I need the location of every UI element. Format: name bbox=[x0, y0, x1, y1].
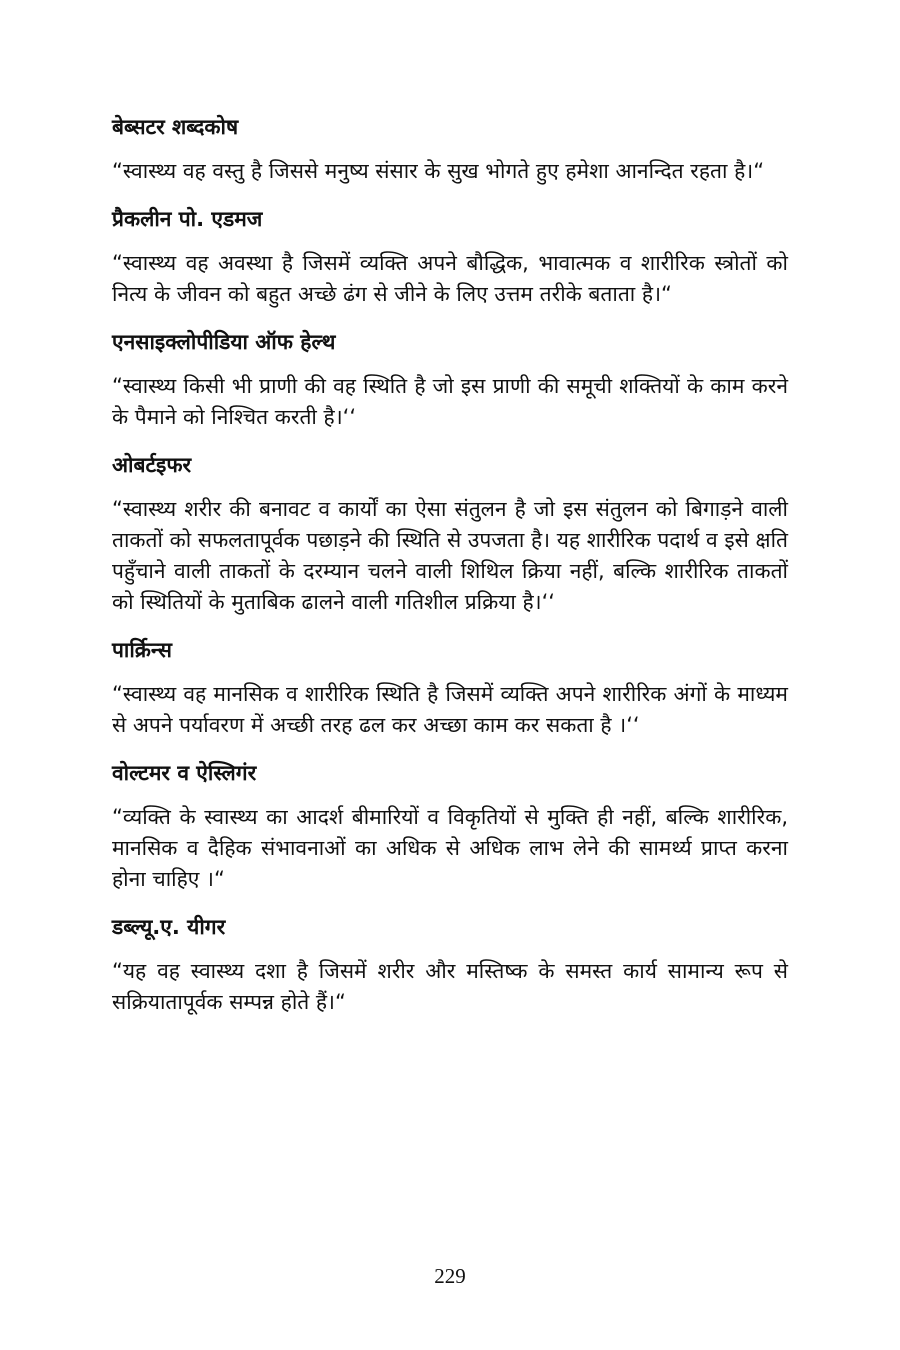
entry-quote: “व्यक्ति के स्वास्थ्य का आदर्श बीमारियों व विकृतियों से मुक्ति ही नहीं, बल्कि शारीरिक, मानसिक व दैहिक संभावनाओं का अधिक से अधिक लाभ लेने की सामर्थ्य प्राप्त करना होना चाहिए ।“ bbox=[112, 805, 788, 891]
definition-entry bbox=[112, 635, 788, 741]
definition-entry bbox=[112, 758, 788, 895]
entry-heading: पार्क्रिन्स bbox=[112, 638, 172, 662]
entry-quote: “स्वास्थ्य शरीर की बनावट व कार्यों का ऐसा संतुलन है जो इस संतुलन को बिगाड़ने वाली ताकतों को सफलतापूर्वक पछाड़ने की स्थिति से उपजता है। यह शारीरिक पदार्थ व इसे क्षति पहुँचाने वाली ताकतों के दरम्यान चलने वाली शिथिल क्रिया नहीं, बल्कि शारीरिक ताकतों को स्थितियों के मुताबिक ढालने वाली गतिशील प्रक्रिया है।‘‘ bbox=[112, 497, 788, 614]
entry-heading: एनसाइक्लोपीडिया ऑफ हेल्थ bbox=[112, 330, 336, 354]
entry-heading: बेब्सटर शब्दकोष bbox=[112, 115, 239, 139]
definition-entry bbox=[112, 327, 788, 433]
entry-heading: ओबर्टइफर bbox=[112, 453, 192, 477]
entry-quote: “स्वास्थ्य वह मानसिक व शारीरिक स्थिति है जिसमें व्यक्ति अपने शारीरिक अंगों के माध्यम से अपने पर्यावरण में अच्छी तरह ढल कर अच्छा काम कर सकता है ।‘‘ bbox=[112, 682, 788, 737]
entry-heading: प्रैकलीन पो. एडमज bbox=[112, 207, 263, 231]
entry-heading: वोल्टमर व ऐस्लिगंर bbox=[112, 761, 257, 785]
entry-quote: “स्वास्थ्य किसी भी प्राणी की वह स्थिति है जो इस प्राणी की समूची शक्तियों के काम करने के पैमाने को निश्चित करती है।‘‘ bbox=[112, 374, 788, 429]
definition-entry bbox=[112, 204, 788, 310]
definition-entry bbox=[112, 450, 788, 618]
page-content bbox=[112, 112, 788, 1035]
entry-quote: “यह वह स्वास्थ्य दशा है जिसमें शरीर और मस्तिष्क के समस्त कार्य सामान्य रूप से सक्रियातापूर्वक सम्पन्न होते हैं।“ bbox=[112, 959, 788, 1014]
definition-entry bbox=[112, 912, 788, 1018]
entry-heading: डब्ल्यू.ए. यीगर bbox=[112, 915, 226, 939]
page-number: 229 bbox=[434, 1264, 466, 1288]
entry-quote: “स्वास्थ्य वह वस्तु है जिससे मनुष्य संसार के सुख भोगते हुए हमेशा आनन्दित रहता है।“ bbox=[112, 159, 765, 183]
definition-entry bbox=[112, 112, 788, 187]
entry-quote: “स्वास्थ्य वह अवस्था है जिसमें व्यक्ति अपने बौद्धिक, भावात्मक व शारीरिक स्त्रोतों को नित्य के जीवन को बहुत अच्छे ढंग से जीने के लिए उत्तम तरीके बताता है।“ bbox=[112, 251, 788, 306]
